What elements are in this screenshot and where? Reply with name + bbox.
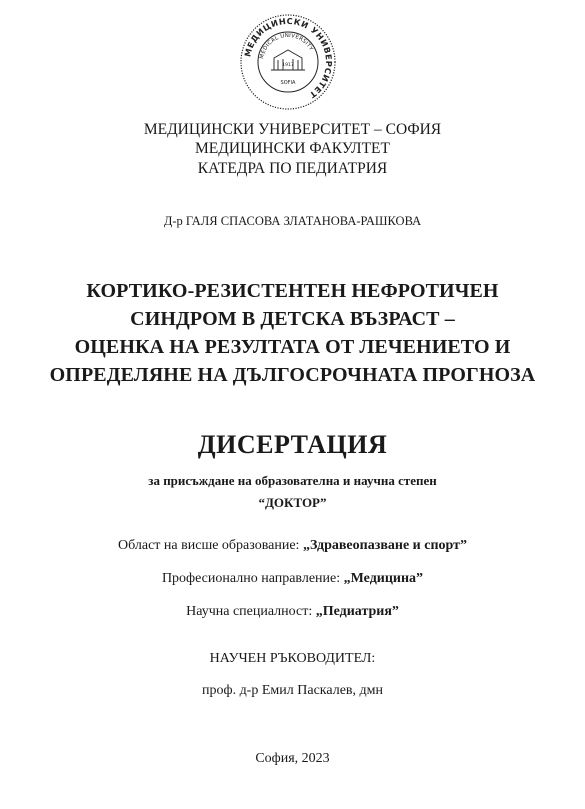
thesis-title-line-3: ОЦЕНКА НА РЕЗУЛТАТА ОТ ЛЕЧЕНИЕТО И [74,336,511,358]
place-and-year: София, 2023 [255,751,330,766]
education-area-value: „Здравеопазване и спорт” [302,538,467,553]
document-type: ДИСЕРТАЦИЯ [197,430,388,459]
seal-city: SOFIA [280,80,296,86]
specialty-value: „Педиатрия” [315,604,399,619]
professional-direction [0,572,585,586]
supervisor-heading: НАУЧЕН РЪКОВОДИТЕЛ: [209,651,376,666]
degree-line-2: “ДОКТОР” [258,495,327,510]
degree-line-1: за присъждане на образователна и научна степен [148,473,437,488]
specialty-label: Научна специалност: [186,604,316,619]
education-area-label: Област на висше образование: [118,538,303,553]
supervisor-name: проф. д-р Емил Паскалев, дмн [202,683,383,698]
thesis-title-line-1: КОРТИКО-РЕЗИСТЕНТЕН НЕФРОТИЧЕН [86,280,499,302]
professional-direction-value: „Медицина” [343,571,424,586]
scientific-specialty [0,605,585,619]
education-area [0,539,585,553]
professional-direction-label: Професионално направление: [161,571,344,586]
thesis-title-line-4: ОПРЕДЕЛЯНЕ НА ДЪЛГОСРОЧНАТА ПРОГНОЗА [49,364,536,386]
department-name: КАТЕДРА ПО ПЕДИАТРИЯ [197,160,388,177]
university-seal-logo [238,12,338,112]
seal-ring-text: МЕДИЦИНСКИ УНИВЕРСИТЕТ [242,15,335,101]
seal-inner-text: MEDICAL UNIVERSITY [259,32,314,60]
author-name: Д-р ГАЛЯ СПАСОВА ЗЛАТАНОВА-РАШКОВА [163,214,422,228]
seal-year: 1917 [282,63,294,68]
university-name: МЕДИЦИНСКИ УНИВЕРСИТЕТ – СОФИЯ [143,121,442,138]
thesis-title-line-2: СИНДРОМ В ДЕТСКА ВЪЗРАСТ – [130,308,455,330]
faculty-name: МЕДИЦИНСКИ ФАКУЛТЕТ [195,140,390,157]
